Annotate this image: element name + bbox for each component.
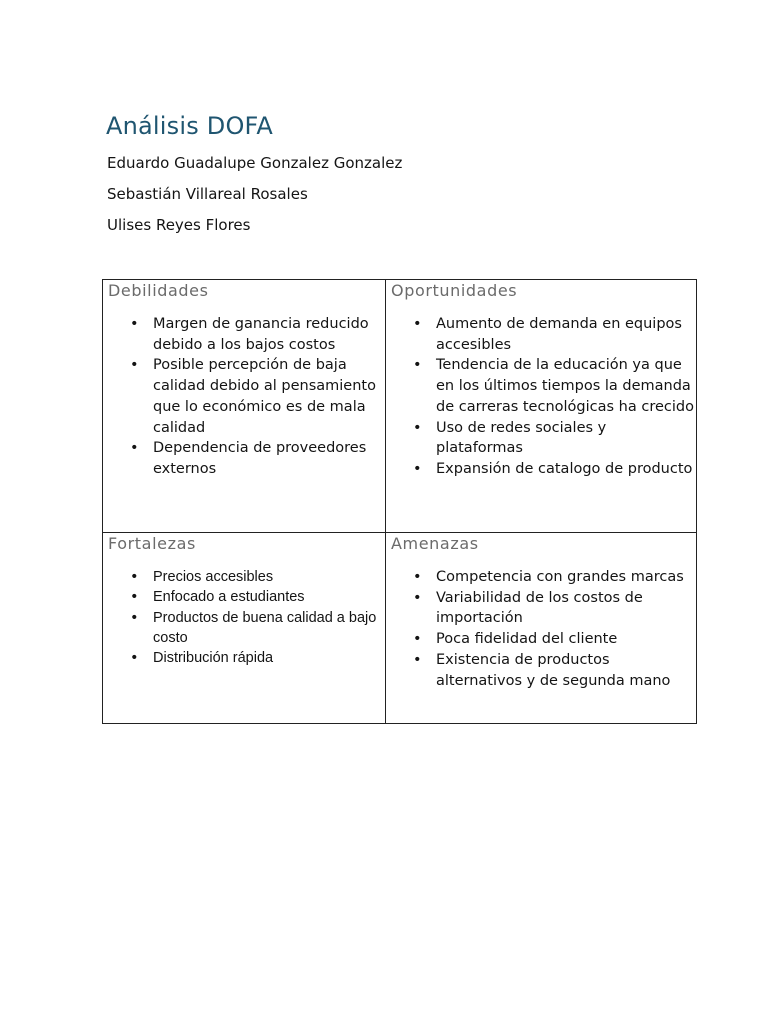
list-item: • Uso de redes sociales y plataformas xyxy=(436,418,696,459)
opportunities-list xyxy=(386,314,696,480)
weaknesses-heading: Debilidades xyxy=(108,281,209,300)
list-item: • Variabilidad de los costos de importación xyxy=(436,588,696,629)
author-name: Eduardo Guadalupe Gonzalez Gonzalez xyxy=(107,154,403,172)
list-item: • Margen de ganancia reducido debido a los bajos costos xyxy=(153,314,385,355)
strengths-heading: Fortalezas xyxy=(108,534,196,553)
list-item: • Tendencia de la educación ya que en los últimos tiempos la demanda de carreras tecnológicas ha crecido xyxy=(436,355,696,417)
table-row xyxy=(103,280,697,533)
table-row xyxy=(103,533,697,724)
opportunities-heading: Oportunidades xyxy=(391,281,518,300)
threats-heading: Amenazas xyxy=(391,534,479,553)
threats-cell xyxy=(386,533,697,724)
document-title: Análisis DOFA xyxy=(106,112,273,140)
strengths-cell xyxy=(103,533,386,724)
weaknesses-cell xyxy=(103,280,386,533)
list-item: • Posible percepción de baja calidad debido al pensamiento que lo económico es de mala calidad xyxy=(153,355,385,438)
list-item: • Expansión de catalogo de producto xyxy=(436,459,696,480)
list-item: • Aumento de demanda en equipos accesibles xyxy=(436,314,696,355)
list-item: • Dependencia de proveedores externos xyxy=(153,438,385,479)
list-item: • Enfocado a estudiantes xyxy=(153,587,385,607)
swot-table xyxy=(102,279,697,724)
list-item: • Distribución rápida xyxy=(153,648,385,668)
list-item: • Productos de buena calidad a bajo costo xyxy=(153,608,385,649)
list-item: • Precios accesibles xyxy=(153,567,385,587)
author-name: Ulises Reyes Flores xyxy=(107,216,251,234)
weaknesses-list xyxy=(103,314,385,480)
list-item: • Competencia con grandes marcas xyxy=(436,567,696,588)
opportunities-cell xyxy=(386,280,697,533)
author-name: Sebastián Villareal Rosales xyxy=(107,185,308,203)
list-item: • Poca fidelidad del cliente xyxy=(436,629,696,650)
list-item: • Existencia de productos alternativos y de segunda mano xyxy=(436,650,696,691)
strengths-list xyxy=(103,567,385,668)
threats-list xyxy=(386,567,696,691)
